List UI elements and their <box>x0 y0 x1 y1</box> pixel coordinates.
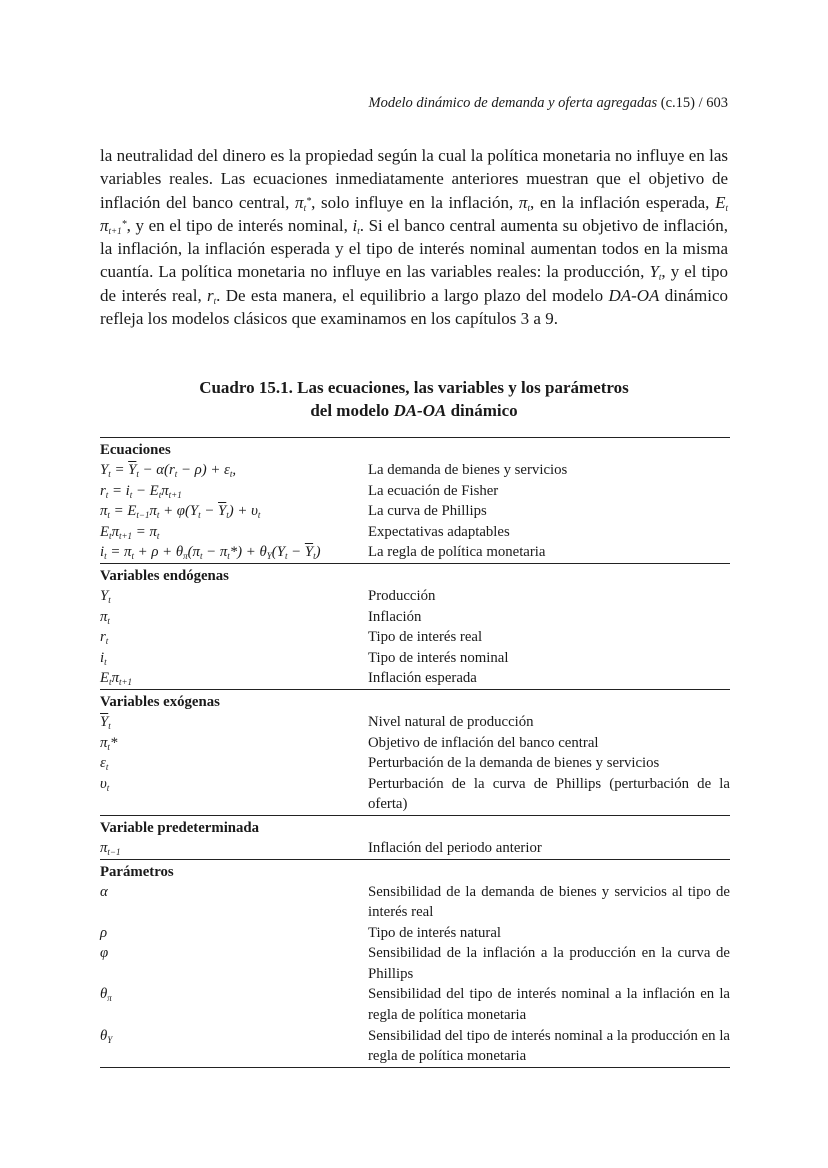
symbol-cell: $E_t\pi_{t+1}$ <box>100 670 133 688</box>
text-run: , en la inflación esperada, <box>529 192 716 212</box>
chapter-ref: (c.15) <box>660 95 695 111</box>
table-row <box>100 460 730 481</box>
model-name: DA-OA <box>608 285 660 305</box>
math-sub: t <box>658 272 662 283</box>
math-Y <box>649 262 661 281</box>
running-header <box>352 95 728 112</box>
math: E <box>715 192 726 212</box>
table-row <box>100 943 730 984</box>
symbol-cell: $\pi_{t-1}$ <box>100 839 121 857</box>
math: π <box>100 215 109 235</box>
table-row <box>100 668 730 689</box>
text-run: , y el tipo de interés real, <box>100 262 728 305</box>
table-section-equations <box>100 438 730 564</box>
section-title: Parámetros <box>100 863 174 880</box>
header-separator: / <box>698 95 703 111</box>
math-sub: t <box>213 295 217 306</box>
section-title: Variable predeterminada <box>100 819 260 836</box>
table-row <box>100 586 730 607</box>
table-row <box>100 481 730 502</box>
table-row <box>100 542 730 563</box>
description-cell: Sensibilidad de la inflación a la producción en la curva de Phillips <box>368 945 730 982</box>
caption-model: DA-OA <box>393 401 447 420</box>
description-cell: Sensibilidad de la demanda de bienes y servicios al tipo de interés real <box>368 883 730 921</box>
symbol-cell: $Y_t$ <box>100 587 111 605</box>
table-row <box>100 838 730 859</box>
math-sub: t <box>527 202 530 213</box>
description-cell: La demanda de bienes y servicios <box>368 462 568 478</box>
symbol-cell: $i_t$ <box>100 649 107 667</box>
math-pi <box>519 193 530 212</box>
text-run: , y en el tipo de interés nominal, <box>126 215 353 235</box>
math-sup: * <box>306 195 312 207</box>
symbol-cell: α <box>100 883 108 900</box>
text-run: . Si el banco central aumenta su objetivo de inflación, la inflación, la inflación esperada y el tipo de interés nominal aumentan todos en la misma cuantía. La política monetaria no influye en las variables reales: la producción, <box>100 215 728 282</box>
text-run: , solo influye en la inflación, <box>311 192 519 212</box>
text-run: dinámico refleja los modelos clásicos que examinamos en los capítulos 3 a 9. <box>100 285 728 329</box>
table-row <box>100 627 730 648</box>
math-sub: t+1 <box>108 225 122 236</box>
caption-line-1: Cuadro 15.1. Las ecuaciones, las variables y los parámetros <box>199 378 629 397</box>
table-section-parameters <box>100 860 730 1067</box>
description-cell: La ecuación de Fisher <box>368 482 499 499</box>
table-caption <box>100 376 728 422</box>
table-row <box>100 753 730 774</box>
section-title: Variables exógenas <box>100 693 220 710</box>
symbol-cell: $\pi_t = E_{t-1}\pi_t + \varphi(Y_t - \overline{Y}_t) + \upsilon_t$ <box>100 503 261 521</box>
description-cell: La regla de política monetaria <box>368 544 546 561</box>
symbol-cell: $\pi_t$ <box>100 608 110 626</box>
symbol-cell: $i_t = \pi_t + \rho + \theta_\pi(\pi_t - \pi_t*) + \theta_Y(Y_t - \overline{Y}_t)$ <box>100 544 321 562</box>
description-cell: Nivel natural de producción <box>368 713 534 730</box>
text-run: . De esta manera, el equilibrio a largo plazo del modelo <box>216 285 609 305</box>
symbol-cell: φ <box>100 945 109 962</box>
table-row <box>100 712 730 733</box>
symbol-cell: $E_t\pi_{t+1} = \pi_t$ <box>100 523 160 541</box>
symbol-cell: $r_t$ <box>100 629 109 647</box>
table-row <box>100 501 730 522</box>
table-row <box>100 984 730 1025</box>
symbol-cell: $\theta_\pi$ <box>100 986 112 1004</box>
table-row <box>100 923 730 944</box>
math-pi-star <box>295 193 311 212</box>
table-row <box>100 607 730 628</box>
table-row <box>100 774 730 815</box>
caption-line-2 <box>100 399 728 422</box>
symbol-cell: $\overline{Y}_t$ <box>100 713 111 731</box>
section-title: Ecuaciones <box>100 442 171 458</box>
description-cell: Producción <box>368 587 436 604</box>
description-cell: Inflación esperada <box>368 670 477 687</box>
symbol-cell: $\pi_t*$ <box>100 734 118 752</box>
math: π <box>295 192 304 212</box>
math-i <box>352 216 359 235</box>
caption-text: del modelo <box>310 401 394 420</box>
body-paragraph <box>100 144 728 330</box>
description-cell: Perturbación de la curva de Phillips (perturbación de la oferta) <box>368 775 730 813</box>
page-number: 603 <box>706 95 728 111</box>
description-cell: Tipo de interés natural <box>368 924 502 941</box>
symbol-cell: $Y_t = \overline{Y}_t - \alpha(r_t - \rho) + \varepsilon_t$, <box>100 462 237 479</box>
description-cell: Tipo de interés real <box>368 629 483 646</box>
math: Y <box>649 262 659 282</box>
math: π <box>518 192 528 212</box>
table-row <box>100 733 730 754</box>
math-sub: t <box>725 202 728 213</box>
symbol-cell: $\theta_Y$ <box>100 1027 113 1045</box>
table-row <box>100 648 730 669</box>
description-cell: Tipo de interés nominal <box>368 649 509 666</box>
description-cell: Inflación <box>368 608 422 625</box>
table-section-endogenous <box>100 564 730 690</box>
description-cell: Sensibilidad del tipo de interés nominal a la inflación en la regla de política monetaria <box>368 986 730 1024</box>
symbol-cell: ρ <box>100 924 108 941</box>
math-sub: t <box>357 225 360 236</box>
symbol-cell: $r_t = i_t - E_t\pi_{t+1}$ <box>100 482 182 500</box>
description-cell: Expectativas adaptables <box>368 523 510 540</box>
model-table <box>100 437 730 1068</box>
table-row <box>100 522 730 543</box>
math-r <box>207 286 216 305</box>
description-cell: Objetivo de inflación del banco central <box>368 734 599 751</box>
symbol-cell: $\upsilon_t$ <box>100 775 110 793</box>
caption-text: dinámico <box>446 401 518 420</box>
description-cell: La curva de Phillips <box>368 503 487 520</box>
table-row <box>100 882 730 923</box>
math: r <box>207 285 214 305</box>
math: i <box>352 215 358 235</box>
table-section-predetermined <box>100 816 730 860</box>
symbol-cell: $\varepsilon_t$ <box>100 755 109 773</box>
table-section-exogenous <box>100 690 730 816</box>
description-cell: Inflación del periodo anterior <box>368 839 542 856</box>
text-run: la neutralidad del dinero es la propiedad según la cual la política monetaria no influye en las variables reales. Las ecuaciones inmediatamente anteriores muestran que el objetivo de inflación del banco central, <box>100 146 728 212</box>
math-sub: t <box>303 202 307 213</box>
math-sup: * <box>121 218 127 230</box>
table-row <box>100 1026 730 1067</box>
running-title: Modelo dinámico de demanda y oferta agregadas <box>368 95 658 111</box>
description-cell: Perturbación de la demanda de bienes y servicios <box>368 755 660 772</box>
description-cell: Sensibilidad del tipo de interés nominal a la producción en la regla de política monetaria <box>368 1027 730 1065</box>
section-title: Variables endógenas <box>100 567 229 584</box>
